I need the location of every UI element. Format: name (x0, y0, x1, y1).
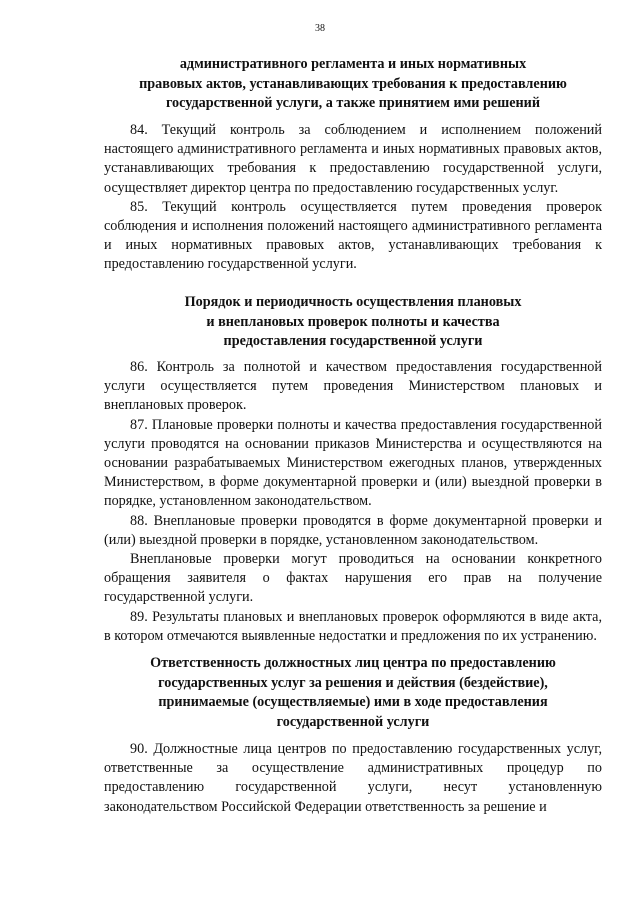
paragraph-88-continued: Внеплановые проверки могут проводиться на основании конкретного обращения заявителя о фактах нарушения его прав на получение государственной услуги. (104, 551, 602, 606)
heading-line: предоставления государственной услуги (223, 333, 483, 349)
paragraph-85: 85. Текущий контроль осуществляется путем проведения проверок соблюдения и исполнения положений настоящего административного регламента и иных нормативных правовых актов, устанавливающих требования к предоставлению государственной услуги. (104, 198, 602, 273)
paragraph-88: 88. Внеплановые проверки проводятся в форме документарной проверки и (или) выездной проверки в порядке, установленном законодательством. (104, 512, 602, 548)
heading-line: государственной услуги, а также принятием ими решений (165, 95, 541, 111)
paragraph-84: 84. Текущий контроль за соблюдением и исполнением положений настоящего административного регламента и иных нормативных правовых актов, устанавливающих требования к предоставлению государственной услуги, осуществляет директор центра по предоставлению государственных услуг. (104, 122, 602, 196)
heading-line: Ответственность должностных лиц центра по предоставлению (150, 655, 556, 671)
section-heading-3 (104, 654, 602, 732)
paragraph-87: 87. Плановые проверки полноты и качества предоставления государственной услуги проводятся на основании приказов Министерства и осуществляются на основании разрабатываемых Министерством ежегодных планов, утвержденных Министерством, в форме документарной проверки и (или) выездной проверки в порядке, установленном законодательством. (104, 416, 602, 510)
section-heading-1 (104, 55, 602, 114)
page-number: 38 (315, 23, 325, 34)
text-block-3 (104, 740, 602, 817)
heading-line: принимаемые (осуществляемые) ими в ходе предоставления (158, 694, 548, 710)
heading-line: правовых актов, устанавливающих требования к предоставлению (139, 75, 567, 92)
paragraph-90: 90. Должностные лица центров по предоставлению государственных услуг, ответственные за осуществление административных процедур по предоставлению государственной услуги, несут установленную законодательством Российской Федерации ответственность за решение и (104, 741, 602, 815)
heading-line: административного регламента и иных нормативных (179, 56, 527, 72)
section-heading-2 (104, 293, 602, 352)
heading-line: и внеплановых проверок полноты и качества (206, 313, 500, 330)
heading-line: государственной услуги (276, 713, 430, 730)
text-block-2 (104, 358, 602, 646)
paragraph-86: 86. Контроль за полнотой и качеством предоставления государственной услуги осуществляется путем проведения Министерством плановых и внеплановых проверок. (104, 359, 602, 414)
heading-line: Порядок и периодичность осуществления плановых (184, 294, 522, 310)
paragraph-89: 89. Результаты плановых и внеплановых проверок оформляются в виде акта, в котором отмечаются выявленные недостатки и предложения по их устранению. (104, 608, 602, 644)
heading-line: государственных услуг за решения и действия (бездействие), (158, 674, 548, 691)
text-block-1 (104, 121, 602, 275)
